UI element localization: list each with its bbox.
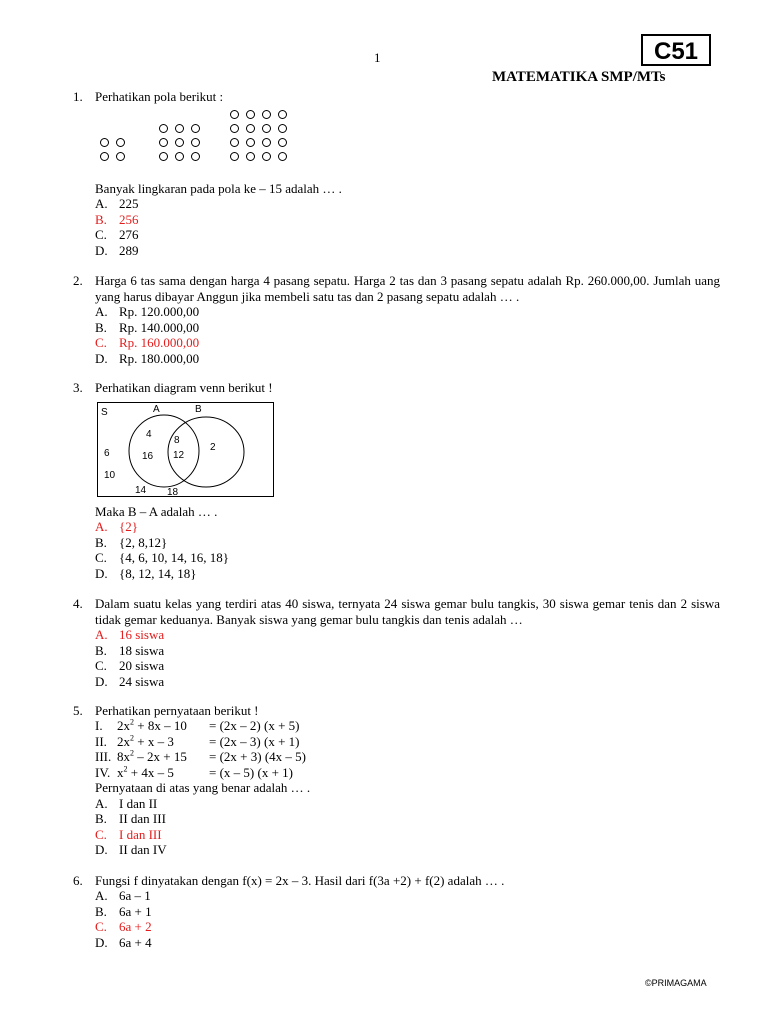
pattern-circle [159,138,168,147]
pattern-circle [278,124,287,133]
pattern-circle [191,152,200,161]
venn-value: 18 [167,487,179,498]
pattern-circle [116,138,125,147]
options-list [95,196,139,258]
pattern-circle [262,152,271,161]
option-a[interactable]: A. Rp. 120.000,00 [95,304,200,319]
question-number: 6. [73,873,83,888]
venn-value: 10 [104,470,116,481]
question-number: 2. [73,273,83,288]
pattern-circle [191,124,200,133]
option-d[interactable]: D. Rp. 180.000,00 [95,350,200,366]
option-a[interactable]: A. 225 [95,196,139,211]
question-number: 5. [73,703,83,718]
option-c[interactable]: C. 276 [95,227,139,242]
venn-value: 12 [173,450,185,461]
option-a-answer[interactable]: A. {2} [95,519,138,534]
option-d[interactable]: D. II dan IV [95,842,167,857]
pattern-circle [100,152,109,161]
option-d[interactable]: D. 289 [95,242,139,258]
option-b[interactable]: B. {2, 8,12} [95,534,168,550]
pattern-circle [191,138,200,147]
option-b[interactable]: B. 6a + 1 [95,903,152,919]
venn-label-b: B [195,404,202,415]
option-a[interactable]: A. 6a – 1 [95,888,151,903]
pattern-circle [262,124,271,133]
options-list [95,519,229,581]
pattern-circle [116,152,125,161]
pattern-circle [159,124,168,133]
statement-i: I. $2x^2 + 8x - 10 = (2x - 2) (x + 5)$ [95,717,300,733]
pattern-circle [278,138,287,147]
option-c-answer[interactable]: C. Rp. 160.000,00 [95,335,200,350]
options-list [95,888,152,950]
venn-label-s: S [101,407,108,418]
pattern-circle [175,152,184,161]
pattern-circle [278,152,287,161]
pattern-circle [246,110,255,119]
statement-ii: II. $2x^2 + x - 3 = (2x - 3) (x + 1)$ [95,733,300,749]
question-text: Pernyataan di atas yang benar adalah … . [95,780,311,795]
option-c[interactable]: C. 20 siswa [95,658,165,673]
pattern-circle [262,138,271,147]
pattern-circle [246,124,255,133]
question-number: 3. [73,380,83,395]
pattern-circle [100,138,109,147]
statement-iv: IV. $x^2 + 4x - 5 = (x - 5) (x + 1)$ [95,764,293,780]
option-b[interactable]: B. 18 siswa [95,642,165,658]
pattern-circle [262,110,271,119]
option-c-answer[interactable]: C. 6a + 2 [95,919,152,934]
option-a-answer[interactable]: A. 16 siswa [95,627,165,642]
option-b[interactable]: B. II dan III [95,811,166,826]
question-text: Banyak lingkaran pada pola ke – 15 adalah … . [95,181,342,196]
option-a[interactable]: A. I dan II [95,795,158,811]
pattern-circle [246,152,255,161]
options-list [95,304,199,366]
venn-value: 4 [146,429,152,440]
page-number: 1 [374,50,381,65]
venn-value: 14 [135,485,147,496]
pattern-circle [159,152,168,161]
venn-value: 8 [174,435,180,446]
exam-code-box: C51 [641,34,711,66]
statement-iii: III. $8x^2 - 2x + 15 = (2x + 3)$ (4x – 5) [95,748,306,764]
question-prompt: Perhatikan diagram venn berikut ! [95,380,273,395]
venn-value: 2 [210,442,216,453]
pattern-circle [230,110,239,119]
option-c-answer[interactable]: C. I dan III [95,826,162,842]
footer-copyright: ©PRIMAGAMA [645,978,707,988]
pattern-circle [175,138,184,147]
pattern-circle [230,152,239,161]
question-number: 4. [73,596,83,611]
option-d[interactable]: D. 6a + 4 [95,934,152,950]
pattern-circle [230,138,239,147]
venn-value: 6 [104,448,110,459]
pattern-circle [230,124,239,133]
question-prompt: Perhatikan pola berikut : [95,89,224,104]
venn-label-a: A [153,404,160,415]
question-text: Maka B – A adalah … . [95,504,218,519]
pattern-circle [278,110,287,119]
venn-circles [98,403,273,496]
option-c[interactable]: C. {4, 6, 10, 14, 16, 18} [95,550,229,565]
question-prompt: Fungsi f dinyatakan dengan f(x) = 2x – 3. Hasil dari f(3a +2) + f(2) adalah … . [95,873,505,888]
pattern-circle [246,138,255,147]
subject-title: MATEMATIKA SMP/MTs [492,69,666,85]
venn-value: 16 [142,451,154,462]
option-b-answer[interactable]: B. 256 [95,211,139,227]
option-d[interactable]: D. {8, 12, 14, 18} [95,565,197,581]
option-d[interactable]: D. 24 siswa [95,673,165,689]
question-prompt: Harga 6 tas sama dengan harga 4 pasang sepatu. Harga 2 tas dan 3 pasang sepatu adalah Rp. 260.000,00. Jumlah uang yang harus dibayar Anggun jika membeli satu tas dan 2 pasang sepatu adalah … . [95,273,720,304]
question-prompt: Dalam suatu kelas yang terdiri atas 40 siswa, ternyata 24 siswa gemar bulu tangkis, 30 siswa gemar tenis dan 2 siswa tidak gemar keduanya. Banyak siswa yang gemar bulu tangkis dan tenis adalah … [95,596,720,627]
options-list [95,627,164,689]
option-b[interactable]: B. Rp. 140.000,00 [95,319,200,335]
venn-diagram [97,402,274,497]
question-number: 1. [73,89,83,104]
statements-list [95,718,310,858]
pattern-circle [175,124,184,133]
question-prompt: Perhatikan pernyataan berikut ! [95,703,259,718]
